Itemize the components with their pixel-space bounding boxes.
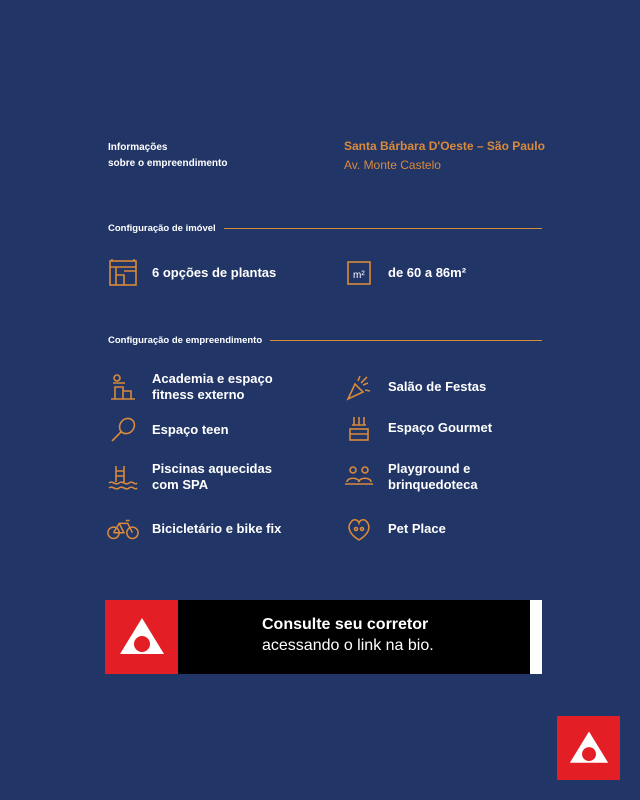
feature-label: Piscinas aquecidas com SPA xyxy=(152,461,272,492)
feature-teen xyxy=(106,413,229,447)
info-left-line1: Informações xyxy=(108,142,168,153)
feature-party xyxy=(342,370,486,404)
bicycle-icon xyxy=(106,512,140,546)
info-left xyxy=(108,140,227,172)
cta-subtitle: acessando o link na bio. xyxy=(262,637,434,654)
feature-area xyxy=(342,256,466,290)
tennis-racket-icon xyxy=(106,413,140,447)
section-imovel-title: Configuração de imóvel xyxy=(108,223,216,234)
gourmet-icon xyxy=(342,411,376,445)
svg-text:m²: m² xyxy=(353,270,365,281)
feature-pet xyxy=(342,512,446,546)
feature-label: Academia e espaço fitness externo xyxy=(152,371,273,402)
party-icon xyxy=(342,370,376,404)
feature-label: Bicicletário e bike fix xyxy=(152,521,282,536)
banner-stripe xyxy=(530,600,542,674)
feature-gym xyxy=(106,370,273,404)
feature-label: Salão de Festas xyxy=(388,379,487,394)
location-street: Av. Monte Castelo xyxy=(344,158,441,172)
cta-title: Consulte seu corretor xyxy=(262,616,429,633)
square-meter-icon xyxy=(342,256,376,290)
feature-label: Playground e brinquedoteca xyxy=(388,461,478,492)
gym-icon xyxy=(106,370,140,404)
playground-icon xyxy=(342,460,376,494)
feature-playground xyxy=(342,460,478,494)
info-location xyxy=(344,137,545,175)
section-empreendimento-header xyxy=(108,335,542,346)
brand-logo-icon xyxy=(568,728,610,768)
feature-label: de 60 a 86m² xyxy=(388,265,467,280)
floor-plan-icon xyxy=(106,256,140,290)
feature-gourmet xyxy=(342,411,492,445)
feature-floor-plans xyxy=(106,256,276,290)
section-divider xyxy=(270,340,542,341)
pool-icon xyxy=(106,460,140,494)
location-city: Santa Bárbara D'Oeste – São Paulo xyxy=(344,139,545,153)
corner-brand-logo xyxy=(557,716,620,780)
feature-bike xyxy=(106,512,281,546)
section-divider xyxy=(224,228,542,229)
section-empreendimento-title: Configuração de empreendimento xyxy=(108,335,263,346)
cta-banner xyxy=(105,600,542,674)
brand-logo xyxy=(105,600,178,674)
feature-label: Pet Place xyxy=(388,521,446,536)
info-left-line2: sobre o empreendimento xyxy=(108,158,228,169)
feature-label: Espaço teen xyxy=(152,422,229,437)
feature-label: Espaço Gourmet xyxy=(388,420,493,435)
brand-logo-icon xyxy=(118,614,166,660)
feature-label: 6 opções de plantas xyxy=(152,265,277,280)
section-imovel-header xyxy=(108,223,542,234)
pet-icon xyxy=(342,512,376,546)
feature-pool xyxy=(106,460,272,494)
